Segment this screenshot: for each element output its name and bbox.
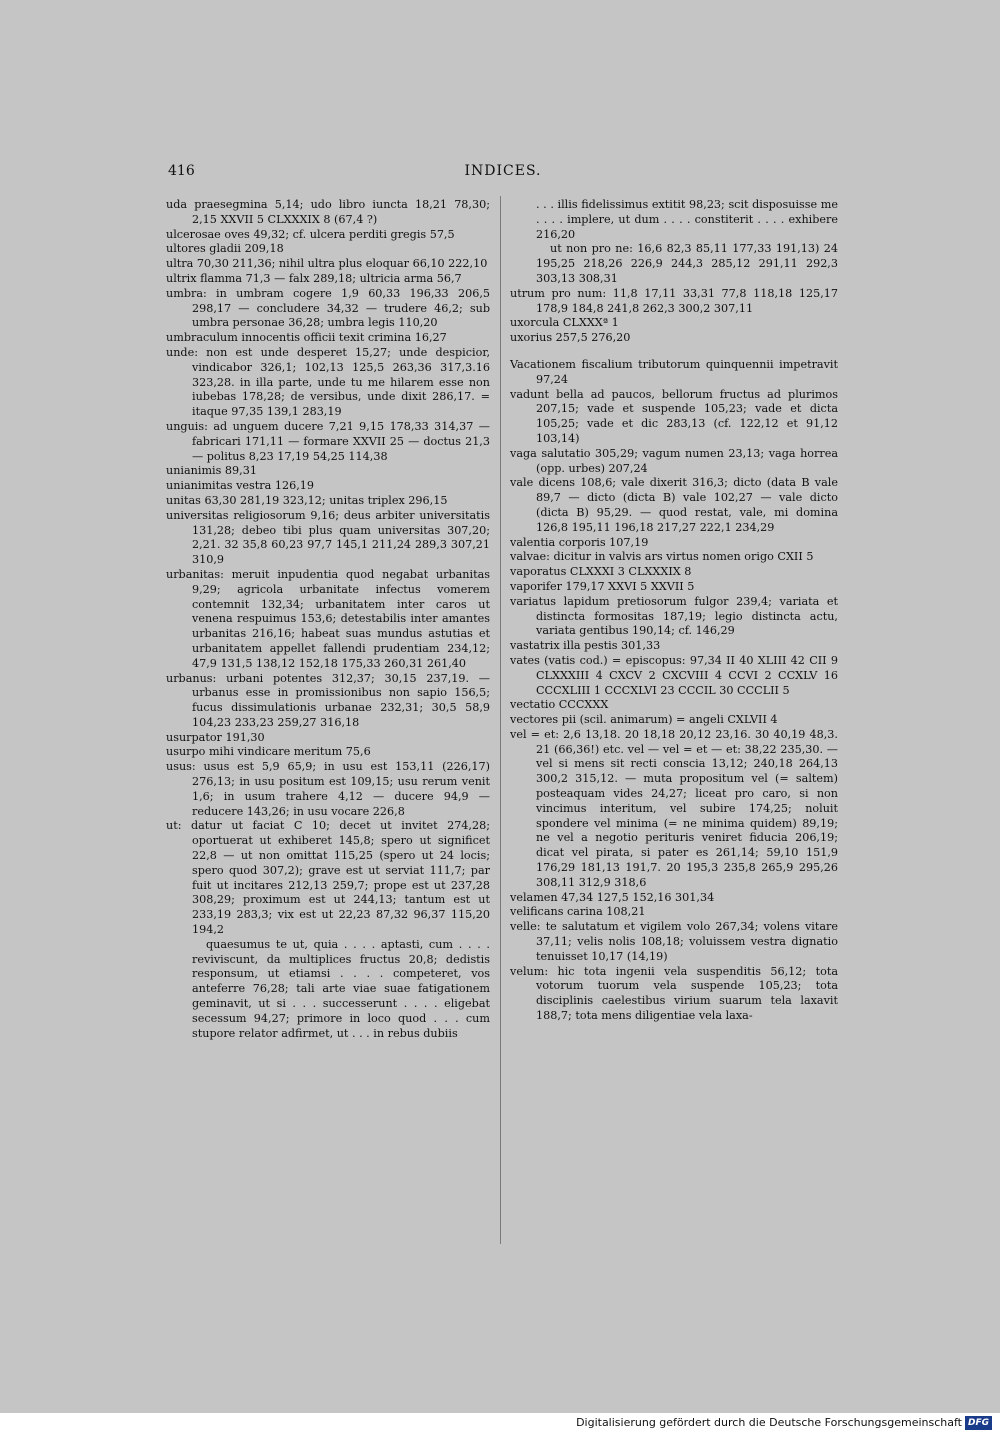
index-entry: urbanus: urbani potentes 312,37; 30,15 237,19. — urbanus esse in promissionibus non sapio 156,5; fucus dissimulationis urbanae 232,31; 30,5 58,9 104,23 233,23 259,27 316,18: [166, 671, 490, 729]
index-entry: uxorcula CLXXXª 1: [510, 316, 619, 330]
index-entry: umbra: in umbram cogere 1,9 60,33 196,33 206,5 298,17 — concludere 34,32 — trudere 46,2; sub umbra personae 36,28; umbra legis 110,20: [166, 286, 490, 330]
index-entry: velificans carina 108,21: [510, 905, 646, 919]
index-entry: uxorius 257,5 276,20: [510, 331, 631, 345]
page-header: [168, 163, 838, 183]
index-entry: ultrix flamma 71,3 — falx 289,18; ultricia arma 56,7: [166, 271, 462, 285]
column-divider: [500, 196, 501, 1244]
index-entry: vale dicens 108,6; vale dixerit 316,3; dicto (data B vale 89,7 — dicto (dicta B) vale 102,27 — vale dicto (dicta B) 95,29. — quod restat, vale, mi domina 126,8 195,11 196,18 217,27 222,1 234,29: [510, 476, 838, 534]
index-entry: ut non pro ne: 16,6 82,3 85,11 177,33 191,13) 24 195,25 218,26 226,9 244,3 285,12 291,11 292,3 303,13 308,31: [536, 242, 838, 285]
index-entry: usurpator 191,30: [166, 730, 265, 744]
index-entry: universitas religiosorum 9,16; deus arbiter universitatis 131,28; debeo tibi plus quam universitas 307,20; 2,21. 32 35,8 60,23 97,7 145,1 211,24 289,3 307,21 310,9: [166, 508, 490, 567]
index-entry: . . . illis fidelissimus extitit 98,23; scit disposuisse me . . . . implere, ut dum . . . . constiterit . . . . exhibere 216,20: [536, 198, 838, 241]
running-head: INDICES.: [464, 163, 542, 179]
index-entry: unguis: ad unguem ducere 7,21 9,15 178,33 314,37 — fabricari 171,11 — formare XXVII 25 — doctus 21,3 — politus 8,23 17,19 54,25 114,38: [166, 419, 490, 463]
index-entry: utrum pro num: 11,8 17,11 33,31 77,8 118,18 125,17 178,9 184,8 241,8 262,3 300,2 307,11: [510, 286, 838, 315]
footer-bar: [0, 1413, 1000, 1434]
index-entry: velum: hic tota ingenii vela suspenditis 56,12; tota votorum tuorum vela suspende 105,23; tota disciplinis caelestibus virium suarum tela laxavit 188,7; tota mens diligentiae vela laxa-: [510, 964, 838, 1023]
dfg-logo-icon: DFG: [965, 1416, 992, 1430]
section-gap: [510, 346, 838, 358]
index-entry: valentia corporis 107,19: [510, 535, 649, 549]
index-entry: vastatrix illa pestis 301,33: [510, 639, 661, 653]
index-entry: vectatio CCCXXX: [510, 698, 609, 712]
index-entry: unianimis 89,31: [166, 464, 257, 478]
index-entry: usus: usus est 5,9 65,9; in usu est 153,11 (226,17) 276,13; in usu positum est 109,15; usu rerum venit 1,6; in usum trahere 4,12 — ducere 94,9 — reducere 143,26; in usu vocare 226,8: [166, 760, 490, 818]
index-entry: ultra 70,30 211,36; nihil ultra plus eloquar 66,10 222,10: [166, 257, 488, 271]
index-entry: velle: te salutatum et vigilem volo 267,34; volens vitare 37,11; velis nolis 108,18; voluissem vestra dignatio tenuisset 10,17 (14,19): [510, 920, 838, 963]
index-entry: Vacationem fiscalium tributorum quinquennii impetravit 97,24: [510, 357, 838, 386]
index-entry: vadunt bella ad paucos, bellorum fructus ad plurimos 207,15; vade et suspende 105,23; vade et dicta 105,25; vade et dic 283,13 (cf. 122,12 et 91,12 103,14): [510, 387, 838, 445]
index-entry: ulcerosae oves 49,32; cf. ulcera perditi gregis 57,5: [166, 227, 455, 241]
page-number: 416: [168, 163, 195, 179]
index-entry: vaga salutatio 305,29; vagum numen 23,13; vaga horrea (opp. urbes) 207,24: [510, 446, 838, 475]
index-entry: variatus lapidum pretiosorum fulgor 239,4; variata et distincta formositas 187,19; legio distincta actu, variata gentibus 190,14; cf. 146,29: [510, 594, 838, 638]
index-entry: vates (vatis cod.) = episcopus: 97,34 II 40 XLIII 42 CII 9 CLXXXIII 4 CXCV 2 CXCVIII 4 CCVI 2 CCXLV 16 CCCXLIII 1 CCCXLVI 23 CCCIL 30 CCCLII 5: [510, 653, 838, 697]
index-entry: vaporatus CLXXXI 3 CLXXXIX 8: [510, 565, 692, 579]
index-entry: unitas 63,30 281,19 323,12; unitas triplex 296,15: [166, 493, 448, 507]
index-entry: umbraculum innocentis officii texit crimina 16,27: [166, 331, 447, 345]
index-entry: usurpo mihi vindicare meritum 75,6: [166, 745, 371, 759]
footer-credit: Digitalisierung gefördert durch die Deutsche Forschungsgemeinschaft: [576, 1416, 962, 1429]
index-entry: unde: non est unde desperet 15,27; unde despicior, vindicabor 326,1; 102,13 125,5 263,36 317,3.16 323,28. in illa parte, unde tu me hilarem esse non iubebas 178,28; de versibus, unde dixit 286,17. = itaque 97,35 139,1 283,19: [166, 345, 490, 419]
index-entry: ut: datur ut faciat C 10; decet ut invitet 274,28; oportuerat ut exhiberet 145,8; spero ut significet 22,8 — ut non omittat 115,25 (spero ut 24 locis; spero quod 307,2); grave est ut serviat 111,7; par fuit ut incitares 212,13 259,7; prope est ut 237,28 308,29; proximum est ut 244,13; tantum est ut 233,19 283,3; vix est ut 22,23 87,32 96,37 115,20 194,2: [166, 819, 490, 937]
index-entry: urbanitas: meruit inpudentia quod negabat urbanitas 9,29; agricola urbanitate infectus vomerem contemnit 132,34; urbanitatem inter caros ut venena respuimus 153,6; detestabilis inter amantes urbanitas 216,16; habeat suas mundus astutias et urbanitatem appellet fallendi prudentiam 234,12; 47,9 131,5 138,12 152,18 175,33 260,31 261,40: [166, 567, 490, 670]
index-entry: quaesumus te ut, quia . . . . aptasti, cum . . . . reviviscunt, da multiplices fructus 20,8; dedistis responsum, ut etiamsi . . . . competeret, vos anteferre 76,28; tali arte viae suae fatigationem geminavit, ut si . . . successerunt . . . . eligebat secessum 94,27; primore in loco quod . . . cum stupore relator adfirmet, ut . . . in rebus dubiis: [192, 937, 490, 1040]
index-entry: uda praesegmina 5,14; udo libro iuncta 18,21 78,30; 2,15 XXVII 5 CLXXXIX 8 (67,4 ?): [166, 198, 490, 226]
index-entry: vaporifer 179,17 XXVI 5 XXVII 5: [510, 579, 695, 593]
index-entry: valvae: dicitur in valvis ars virtus nomen origo CXII 5: [510, 550, 814, 564]
index-column-right: [510, 198, 838, 1024]
index-entry: unianimitas vestra 126,19: [166, 479, 314, 493]
index-entry: ultores gladii 209,18: [166, 242, 284, 256]
index-entry: velamen 47,34 127,5 152,16 301,34: [510, 890, 715, 904]
index-entry: vectores pii (scil. animarum) = angeli CXLVII 4: [510, 713, 778, 727]
index-entry: vel = et: 2,6 13,18. 20 18,18 20,12 23,16. 30 40,19 48,3. 21 (66,36!) etc. vel — vel = et — et: 38,22 235,30. — vel si mens sit recti conscia 13,12; 240,18 264,13 300,2 315,12. — muta propositum vel (= saltem) posteaquam vides 24,27; liceat pro caro, si non vincimus interitum, vel subire 174,25; noluit spondere vel minima (= ne minima quidem) 89,19; ne vel a negotio perituris veniret fiducia 206,19; dicat vel pirata, si pater es 261,14; 59,10 151,9 176,29 181,13 191,7. 20 195,3 235,8 265,9 295,26 308,11 312,9 318,6: [510, 727, 838, 889]
index-column-left: [166, 198, 490, 1041]
